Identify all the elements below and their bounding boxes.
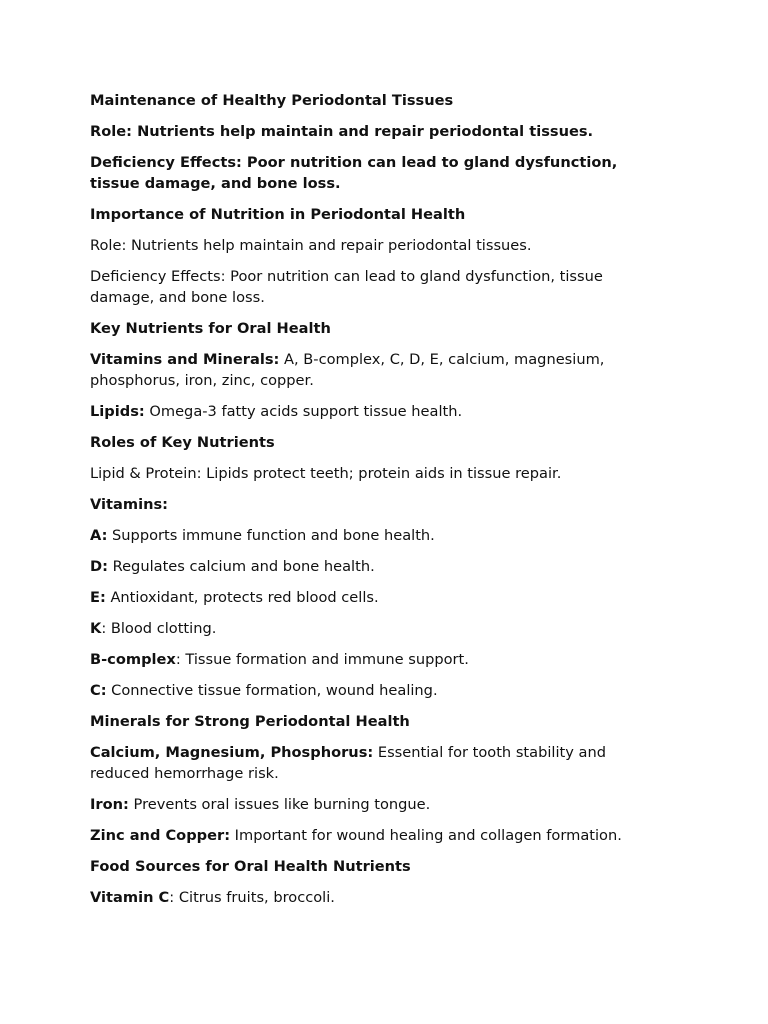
bold-text: B-complex: [90, 651, 176, 668]
body-text: Deficiency Effects: Poor nutrition can lead to gland dysfunction, tissue damage, and bone loss.: [90, 268, 603, 306]
bold-text: Key Nutrients for Oral Health: [90, 320, 331, 337]
bold-text: Role: Nutrients help maintain and repair periodontal tissues.: [90, 123, 594, 140]
body-text: Prevents oral issues like burning tongue.: [128, 796, 431, 813]
bold-text: Iron:: [90, 796, 129, 813]
paragraph: [90, 152, 650, 194]
paragraph: [90, 794, 650, 815]
paragraph: [90, 494, 650, 515]
paragraph: [90, 318, 650, 339]
bold-text: Vitamin C: [90, 889, 170, 906]
body-text: : Citrus fruits, broccoli.: [169, 889, 335, 906]
body-text: : Blood clotting.: [101, 620, 217, 637]
body-text: Lipid & Protein: Lipids protect teeth; protein aids in tissue repair.: [90, 465, 562, 482]
document-body: [90, 90, 650, 918]
bold-text: Zinc and Copper:: [90, 827, 231, 844]
body-text: : Tissue formation and immune support.: [175, 651, 469, 668]
paragraph: [90, 587, 650, 608]
bold-text: C:: [90, 682, 107, 699]
body-text: Role: Nutrients help maintain and repair periodontal tissues.: [90, 237, 532, 254]
body-text: Omega-3 fatty acids support tissue health.: [144, 403, 463, 420]
paragraph: [90, 856, 650, 877]
body-text: Antioxidant, protects red blood cells.: [105, 589, 379, 606]
paragraph: [90, 463, 650, 484]
bold-text: Importance of Nutrition in Periodontal Health: [90, 206, 466, 223]
bold-text: Vitamins and Minerals:: [90, 351, 280, 368]
paragraph: [90, 556, 650, 577]
body-text: A, B-complex, C, D, E, calcium, magnesium, phosphorus, iron, zinc, copper.: [90, 351, 605, 389]
body-text: Regulates calcium and bone health.: [107, 558, 375, 575]
body-text: Connective tissue formation, wound healing.: [106, 682, 438, 699]
paragraph: [90, 825, 650, 846]
bold-text: E:: [90, 589, 106, 606]
paragraph: [90, 887, 650, 908]
paragraph: [90, 121, 650, 142]
body-text: Essential for tooth stability and reduced hemorrhage risk.: [90, 744, 606, 782]
bold-text: A:: [90, 527, 108, 544]
bold-text: D:: [90, 558, 108, 575]
paragraph: [90, 204, 650, 225]
paragraph: [90, 266, 650, 308]
paragraph: [90, 90, 650, 111]
paragraph: [90, 649, 650, 670]
bold-text: Vitamins:: [90, 496, 168, 513]
paragraph: [90, 711, 650, 732]
bold-text: K: [90, 620, 102, 637]
paragraph: [90, 618, 650, 639]
bold-text: Lipids:: [90, 403, 145, 420]
body-text: Important for wound healing and collagen formation.: [230, 827, 622, 844]
bold-text: Calcium, Magnesium, Phosphorus:: [90, 744, 374, 761]
body-text: Supports immune function and bone health.: [107, 527, 435, 544]
bold-text: Roles of Key Nutrients: [90, 434, 275, 451]
bold-text: Deficiency Effects: Poor nutrition can lead to gland dysfunction, tissue damage, and bone loss.: [90, 154, 618, 192]
paragraph: [90, 432, 650, 453]
paragraph: [90, 742, 650, 784]
paragraph: [90, 349, 650, 391]
paragraph: [90, 401, 650, 422]
paragraph: [90, 525, 650, 546]
bold-text: Maintenance of Healthy Periodontal Tissues: [90, 92, 454, 109]
paragraph: [90, 235, 650, 256]
bold-text: Minerals for Strong Periodontal Health: [90, 713, 410, 730]
paragraph: [90, 680, 650, 701]
bold-text: Food Sources for Oral Health Nutrients: [90, 858, 411, 875]
